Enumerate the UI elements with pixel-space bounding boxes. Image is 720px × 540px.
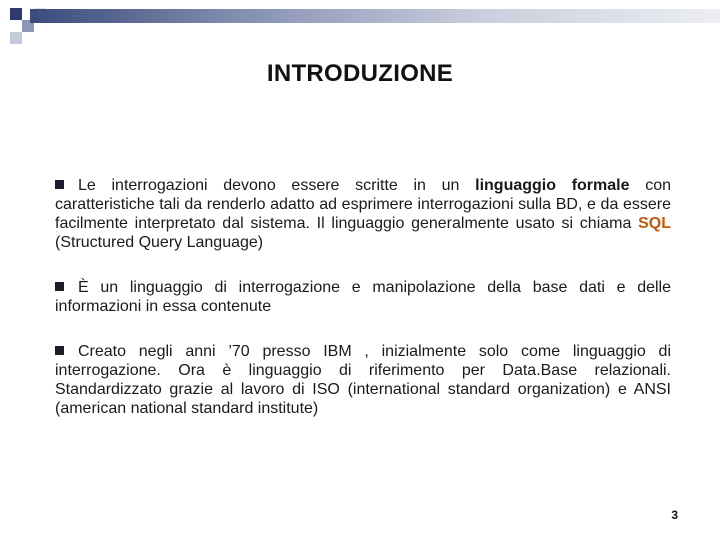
bullet-list [55, 176, 671, 418]
bullet-item [55, 278, 671, 316]
square-bullet-icon [55, 282, 64, 291]
bullet-text: con caratteristiche tali da renderlo adatto ad esprimere interrogazioni sulla BD, e da essere facilmente interpretato dal sistema. Il linguaggio generalmente usato si chiama [55, 177, 672, 232]
page-number: 3 [671, 508, 678, 522]
square-bullet-icon [55, 346, 64, 355]
square-dark-icon [10, 8, 22, 20]
bullet-item [55, 176, 671, 252]
square-light-icon [10, 32, 22, 44]
slide-title: INTRODUZIONE [266, 60, 454, 87]
bullet-text: Le interrogazioni devono essere scritte in un [78, 177, 476, 194]
corner-squares-decoration [0, 0, 60, 50]
header-gradient-bar [30, 9, 720, 23]
sql-term: SQL [638, 215, 671, 232]
square-bullet-icon [55, 180, 64, 189]
bullet-text: È un linguaggio di interrogazione e manipolazione della base dati e delle informazioni in essa contenute [55, 279, 671, 315]
bullet-text: Creato negli anni ’70 presso IBM , inizialmente solo come linguaggio di interrogazione. Ora è linguaggio di riferimento per Data.Base relazionali. Standardizzato grazie al lavoro di ISO (international standard organization) e ANSI (american national standard institute) [55, 343, 671, 417]
bullet-item [55, 342, 671, 418]
formal-language-term: linguaggio formale [475, 177, 630, 194]
bullet-text: (Structured Query Language) [55, 234, 264, 251]
